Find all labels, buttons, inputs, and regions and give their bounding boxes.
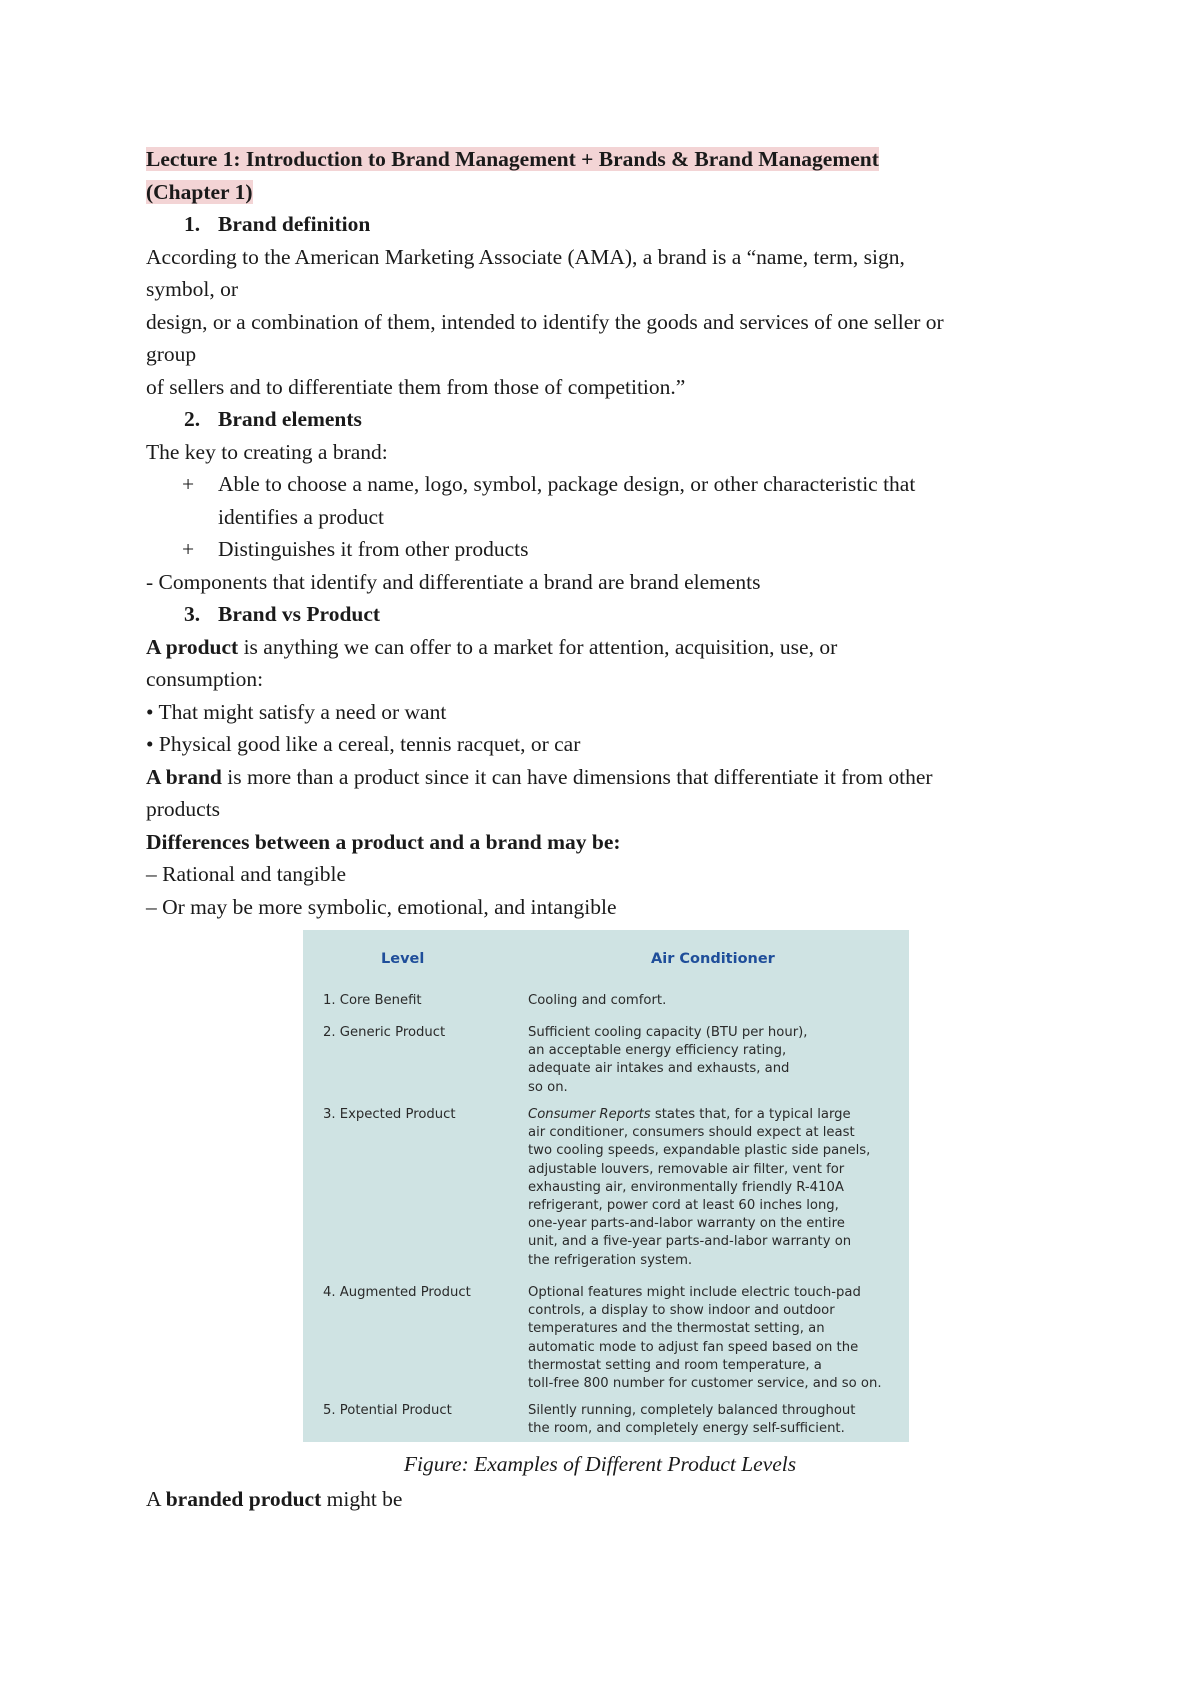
lecture-title [146,143,1076,208]
plus-bullet: + [182,472,195,496]
list-item: + Distinguishes it from other products [146,533,1076,566]
definition-line: design, or a combination of them, intended to identify the goods and services of one seller or [146,309,944,334]
level-label: 2. Generic Product [323,1025,446,1040]
definition-line: of sellers and to differentiate them from those of competition.” [146,374,686,399]
product-definition: A product is anything we can offer to a market for attention, acquisition, use, or [146,634,838,659]
brand-definition-cont: products [146,797,221,821]
level-description: Optional features might include electric touch-pad controls, a display to show indoor and outdoor temperatures and the thermostat setting, an automatic mode to adjust fan speed based on the thermostat setting and room temperature, a toll-free 800 number for customer service, and so on. [528,1285,882,1392]
column-header-level: Level [381,951,425,967]
section-1-heading: 1. Brand definition [184,212,371,236]
column-header-air-conditioner: Air Conditioner [651,951,775,967]
definition-line: According to the American Marketing Associate (AMA), a brand is a “name, term, sign, [146,244,905,269]
brand-definition: A brand is more than a product since it can have dimensions that differentiate it from other [146,764,933,789]
difference-item: – Or may be more symbolic, emotional, and intangible [146,894,617,919]
differences-heading: Differences between a product and a brand may be: [146,829,621,854]
definition-line: symbol, or [146,277,238,301]
level-description: Consumer Reports states that, for a typical large air conditioner, consumers should expect at least two cooling speeds, expandable plastic side panels, adjustable louvers, removable air filter, vent for exhausting air, environmentally friendly R-410A refrigerant, power cord at least 60 inches long, one-year parts-and-labor warranty on the entire unit, and a five-year parts-and-labor warranty on the refrigeration system. [528,1107,871,1268]
dot-item: • Physical good like a cereal, tennis racquet, or car [146,732,581,756]
level-label: 4. Augmented Product [323,1285,471,1300]
difference-item: – Rational and tangible [146,862,347,886]
section-3-heading: 3. Brand vs Product [184,602,381,626]
definition-line: group [146,342,197,366]
level-label: 5. Potential Product [323,1403,452,1418]
product-definition-cont: consumption: [146,667,264,691]
level-label: 3. Expected Product [323,1107,456,1122]
title-line-2: (Chapter 1) [146,179,253,204]
figure-caption: Figure: Examples of Different Product Levels [403,1452,797,1476]
dot-item: • That might satisfy a need or want [146,699,447,724]
elements-intro: The key to creating a brand: [146,439,388,464]
lecture-notes [146,143,1076,923]
title-line-1: Lecture 1: Introduction to Brand Management + Brands & Brand Management [146,147,879,171]
level-label: 1. Core Benefit [323,993,422,1008]
section-2-heading: 2. Brand elements [184,407,362,431]
product-levels-figure [303,930,909,1442]
branded-product-line: A branded product might be [146,1487,403,1511]
level-description: Cooling and comfort. [528,993,667,1008]
list-item: + Able to choose a name, logo, symbol, package design, or other characteristic that identifies a product [146,468,1076,533]
level-description: Silently running, completely balanced throughout the room, and completely energy self-sufficient. [528,1403,856,1437]
level-description: Sufficient cooling capacity (BTU per hour), an acceptable energy efficiency rating, adequate air intakes and exhausts, and so on. [528,1025,808,1095]
elements-note: - Components that identify and differentiate a brand are brand elements [146,569,761,594]
plus-bullet: + [182,537,195,561]
